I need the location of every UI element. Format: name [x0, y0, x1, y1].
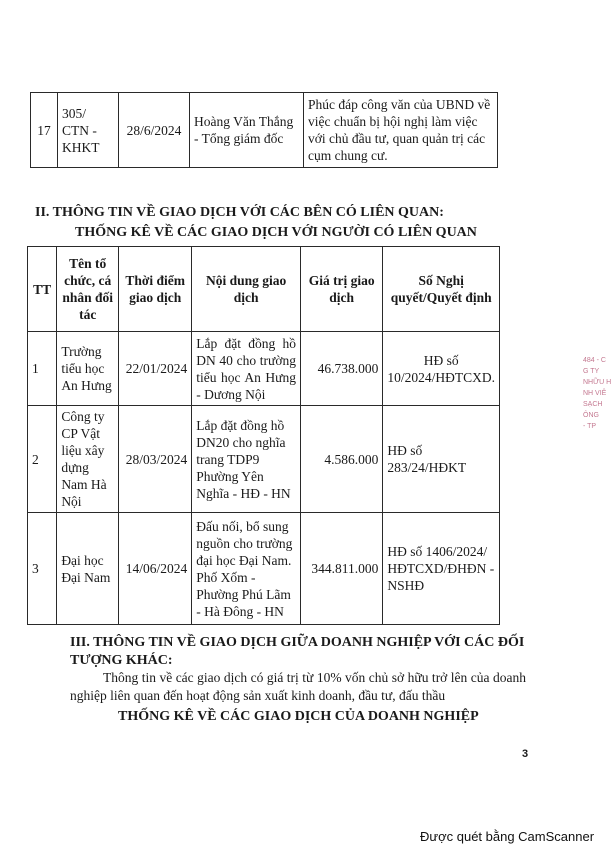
header-partner: Tên tổ chức, cá nhân đối tác [57, 247, 119, 332]
stamp-line: SẠCH [583, 401, 603, 408]
section-2-subtitle: THỐNG KÊ VỀ CÁC GIAO DỊCH VỚI NGƯỜI CÓ LIÊN QUAN [75, 225, 477, 240]
row-content: Phúc đáp công văn của UBND về việc chuẩn bị hội nghị làm việc với chủ đầu tư, quan quản trị các cụm chung cư. [304, 93, 498, 168]
stamp-line: ÔNG [583, 412, 599, 419]
stamp-line: NH VIÊ [583, 390, 607, 397]
related-transactions-table [27, 246, 500, 625]
cell-partner: Trường tiểu học An Hưng [57, 332, 119, 406]
cell-content: Lắp đặt đồng hồ DN 40 cho trường tiểu học An Hưng - Dương Nội [192, 332, 301, 406]
cell-date: 22/01/2024 [119, 332, 192, 406]
cell-tt: 1 [28, 332, 57, 406]
cell-tt: 2 [28, 406, 57, 513]
page-number: 3 [522, 748, 529, 760]
cell-value: 46.738.000 [301, 332, 383, 406]
cell-tt: 3 [28, 513, 57, 625]
document-list-table [30, 92, 498, 168]
cell-partner: Công ty CP Vật liệu xây dựng Nam Hà Nội [57, 406, 119, 513]
cell-content: Lắp đặt đồng hồ DN20 cho nghĩa trang TDP9 Phường Yên Nghĩa - HĐ - HN [192, 406, 301, 513]
header-date: Thời điểm giao dịch [119, 247, 192, 332]
cell-value: 4.586.000 [301, 406, 383, 513]
section-3-subtitle: THỐNG KÊ VỀ CÁC GIAO DỊCH CỦA DOANH NGHIỆP [118, 709, 479, 724]
cell-date: 14/06/2024 [119, 513, 192, 625]
table-row [31, 93, 498, 168]
cell-partner: Đại học Đại Nam [57, 513, 119, 625]
header-tt: TT [28, 247, 57, 332]
stamp-line: NHỮU H [583, 379, 612, 386]
stamp-line: G TY [583, 368, 600, 375]
stamp-line: - TP [583, 423, 597, 430]
cell-date: 28/03/2024 [119, 406, 192, 513]
company-stamp [583, 355, 613, 470]
row-tt: 17 [31, 93, 58, 168]
table-row [28, 513, 500, 625]
header-content: Nội dung giao dịch [192, 247, 301, 332]
section-2-title: II. THÔNG TIN VỀ GIAO DỊCH VỚI CÁC BÊN CÓ LIÊN QUAN: [35, 205, 444, 220]
cell-decision: HĐ số 1406/2024/HĐTCXD/ĐHĐN - NSHĐ [383, 513, 500, 625]
cell-content: Đấu nối, bổ sung nguồn cho trường đại học Đại Nam. Phố Xốm - Phường Phú Lãm - Hà Đông - HN [192, 513, 301, 625]
header-decision: Số Nghị quyết/Quyết định [383, 247, 500, 332]
section-3-title: III. THÔNG TIN VỀ GIAO DỊCH GIỮA DOANH NGHIỆP VỚI CÁC ĐỐI TƯỢNG KHÁC: [70, 635, 525, 668]
row-number: 305/ CTN - KHKT [58, 93, 119, 168]
cell-decision: HĐ số 283/24/HĐKT [383, 406, 500, 513]
row-date: 28/6/2024 [119, 93, 190, 168]
table-row [28, 406, 500, 513]
header-value: Giá trị giao dịch [301, 247, 383, 332]
cell-decision: HĐ số 10/2024/HĐTCXD. [383, 332, 500, 406]
table-header-row [28, 247, 500, 332]
section-3-paragraph: Thông tin về các giao dịch có giá trị từ 10% vốn chủ sở hữu trở lên của doanh nghiệp liên quan đến hoạt động sản xuất kinh doanh, đầu tư, đấu thầu [70, 670, 526, 703]
stamp-line: 484 - C [583, 357, 606, 364]
scanner-watermark: Được quét bằng CamScanner [420, 829, 595, 844]
cell-value: 344.811.000 [301, 513, 383, 625]
table-row [28, 332, 500, 406]
row-signer: Hoàng Văn Thắng - Tổng giám đốc [190, 93, 304, 168]
